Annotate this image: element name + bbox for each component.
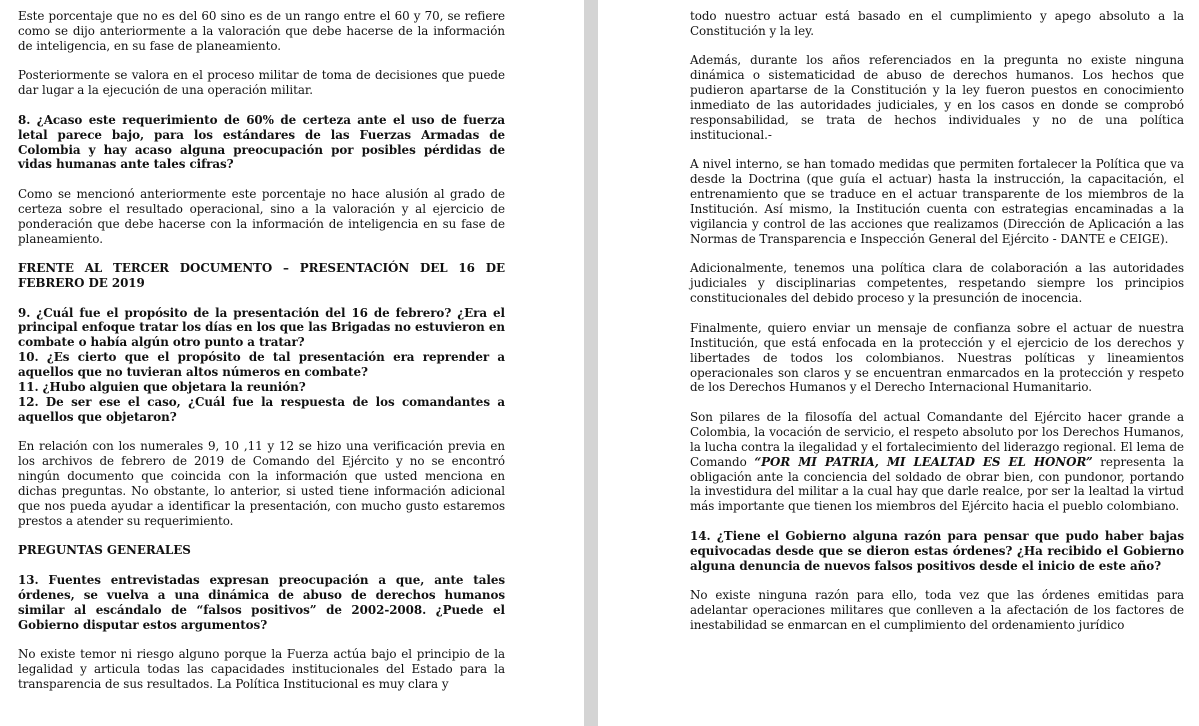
question-9: 9. ¿Cuál fue el propósito de la presentación del 16 de febrero? ¿Era el principal enfoque tratar los días en los que las Brigadas no estuvieron en combate o había algún otro punto a tratar?: [18, 305, 505, 350]
paragraph: todo nuestro actuar está basado en el cumplimiento y apego absoluto a la Constitución y la ley.: [690, 9, 1184, 38]
paragraph: Adicionalmente, tenemos una política clara de colaboración a las autoridades judiciales y disciplinarias competentes, respetando siempre los principios constitucionales del debido proceso y la presunción de inocencia.: [690, 261, 1184, 306]
section-heading-third-document: FRENTE AL TERCER DOCUMENTO – PRESENTACIÓN DEL 16 DE FEBRERO DE 2019: [18, 261, 505, 291]
document-page-left: [0, 0, 584, 726]
command-motto: “POR MI PATRIA, MI LEALTAD ES EL HONOR”: [754, 454, 1093, 469]
question-11: 11. ¿Hubo alguien que objetara la reunión?: [18, 380, 306, 395]
paragraph: Posteriormente se valora en el proceso militar de toma de decisiones que puede dar lugar a la ejecución de una operación militar.: [18, 68, 505, 98]
paragraph-text: Son pilares de la filosofía del actual Comandante del Ejército hacer grande a Colombia, la vocación de servicio, el respeto absoluto por los Derechos Humanos, la lucha contra la ilegalidad y el fortalecimiento del liderazgo regional. El lema de Comando: [690, 409, 1184, 469]
question-8: 8. ¿Acaso este requerimiento de 60% de certeza ante el uso de fuerza letal parece bajo, para los estándares de las Fuerzas Armadas de Colombia y hay acaso alguna preocupación por posibles pérdidas de vidas humanas ante tales cifras?: [18, 112, 505, 172]
paragraph-text: representa la obligación ante la conciencia del soldado de obrar bien, con pundonor, portando la investidura del militar a la cual hay que darle realce, por ser la lealtad la virtud más importante que tienen los miembros del Ejército hacia el pueblo colombiano.: [690, 454, 1184, 514]
question-12: 12. De ser ese el caso, ¿Cuál fue la respuesta de los comandantes a aquellos que objetaron?: [18, 395, 505, 424]
paragraph: Además, durante los años referenciados en la pregunta no existe ninguna dinámica o sistematicidad de abuso de derechos humanos. Los hechos que pudieron apartarse de la Constitución y la ley fueron puestos en conocimiento inmediato de las autoridades judiciales, y en los casos en donde se comprobó responsabilidad, se trata de hechos individuales y no de una política institucional.-: [690, 53, 1184, 142]
paragraph: A nivel interno, se han tomado medidas que permiten fortalecer la Política que va desde la Doctrina (que guía el actuar) hasta la instrucción, la capacitación, el entrenamiento que se traduce en el actuar transparente de los miembros de la Institución. Así mismo, la Institución cuenta con estrategias encaminadas a la vigilancia y control de las acciones que realizamos (Dirección de Aplicación a las Normas de Transparencia e Inspección General del Ejército - DANTE e CEIGE).: [690, 157, 1184, 246]
answer-14: No existe ninguna razón para ello, toda vez que las órdenes emitidas para adelantar operaciones militares que conlleven a la afectación de los factores de inestabilidad se enmarcan en el cumplimiento del ordenamiento jurídico: [690, 588, 1184, 632]
question-14: 14. ¿Tiene el Gobierno alguna razón para pensar que pudo haber bajas equivocadas desde que se dieron estas órdenes? ¿Ha recibido el Gobierno alguna denuncia de nuevos falsos positivos desde el inicio de este año?: [690, 528, 1184, 573]
answer-13: No existe temor ni riesgo alguno porque la Fuerza actúa bajo el principio de la legalidad y articula todas las capacidades institucionales del Estado para la transparencia de sus resultados. La Política Institucional es muy clara y: [18, 647, 505, 691]
answer-9-12: En relación con los numerales 9, 10 ,11 y 12 se hizo una verificación previa en los archivos de febrero de 2019 de Comando del Ejército y no se encontró ningún documento que coincida con la información que usted menciona en dichas preguntas. No obstante, lo anterior, si usted tiene información adicional que nos pueda ayudar a identificar la presentación, con mucho gusto estaremos prestos a atender su requerimiento.: [18, 439, 505, 528]
document-page-right: [598, 0, 1199, 726]
paragraph-motto: [690, 410, 1184, 514]
answer-8: Como se mencionó anteriormente este porcentaje no hace alusión al grado de certeza sobre el resultado operacional, sino a la valoración y al ejercicio de ponderación que debe hacerse con la información de inteligencia en su fase de planeamiento.: [18, 186, 505, 246]
paragraph: Este porcentaje que no es del 60 sino es de un rango entre el 60 y 70, se refiere como se dijo anteriormente a la valoración que debe hacerse de la información de inteligencia, en su fase de planeamiento.: [18, 9, 505, 53]
section-heading-general-questions: PREGUNTAS GENERALES: [18, 543, 191, 558]
question-10: 10. ¿Es cierto que el propósito de tal presentación era reprender a aquellos que no tuvieran altos números en combate?: [18, 350, 505, 380]
paragraph: Finalmente, quiero enviar un mensaje de confianza sobre el actuar de nuestra Institución, que está enfocada en la protección y el ejercicio de los derechos y libertades de todos los colombianos. Nuestras políticas y lineamientos operacionales son claros y se encuentran enmarcados en la protección y respeto de los Derechos Humanos y el Derecho Internacional Humanitario.: [690, 320, 1184, 395]
question-13: 13. Fuentes entrevistadas expresan preocupación a que, ante tales órdenes, se vuelva a una dinámica de abuso de derechos humanos similar al escándalo de “falsos positivos” de 2002-2008. ¿Puede el Gobierno disputar estos argumentos?: [18, 572, 505, 632]
